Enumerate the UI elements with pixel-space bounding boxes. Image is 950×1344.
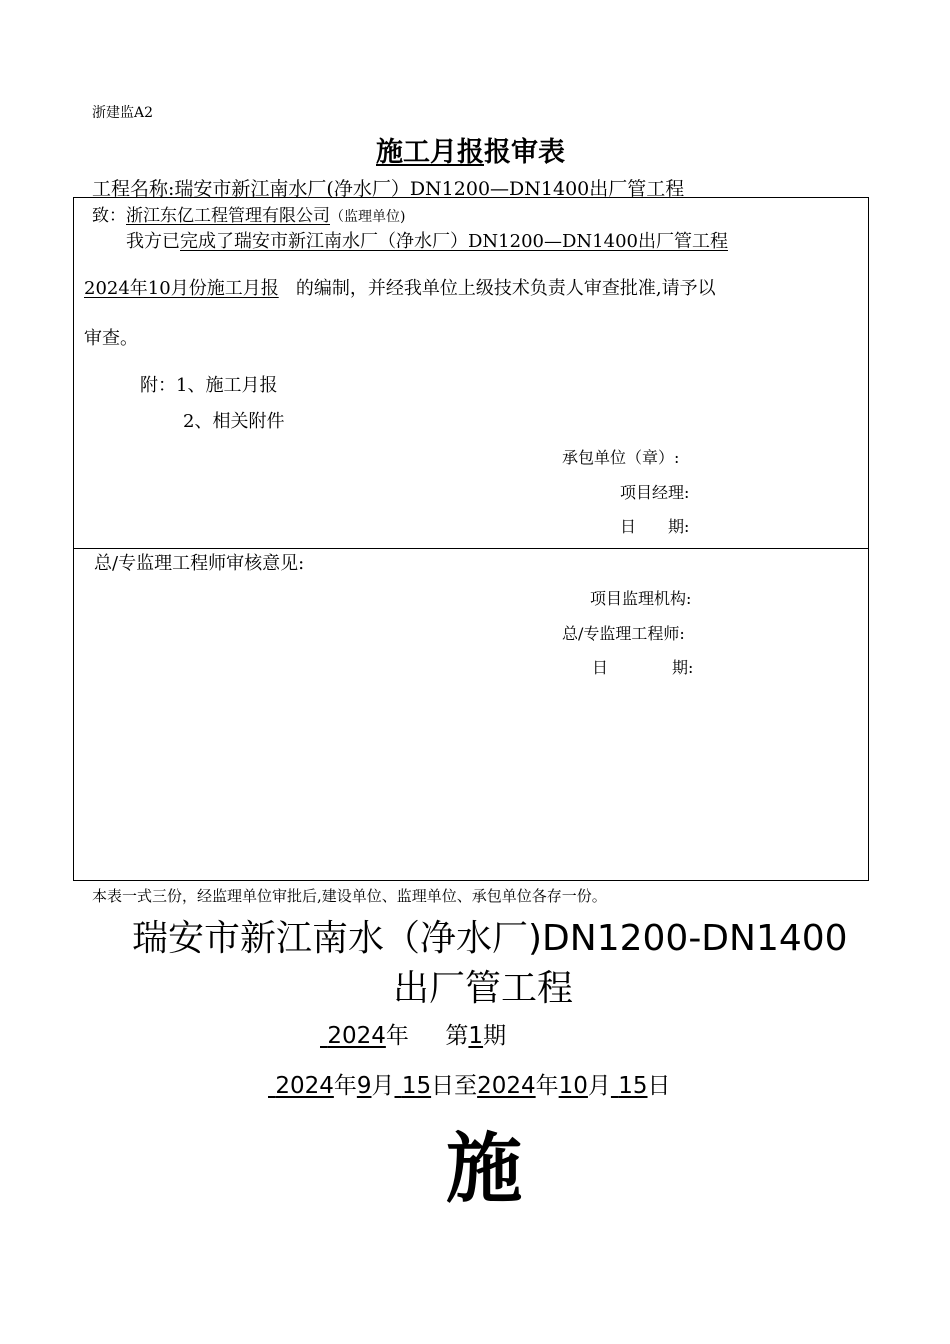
to-label: 致： bbox=[92, 206, 126, 226]
statement-rest: 的编制，并经我单位上级技术负责人审查批准,请予以 bbox=[295, 278, 716, 299]
start-year: 2024 bbox=[275, 1073, 334, 1099]
review-opinion-label: 总/专监理工程师审核意见: bbox=[94, 553, 305, 574]
project-manager-label: 项目经理: bbox=[620, 483, 690, 502]
supervisor-note: （监理单位) bbox=[330, 209, 406, 225]
to-word: 日至 bbox=[431, 1073, 478, 1099]
issue-year-suffix: 年 bbox=[385, 1023, 409, 1049]
year-char: 年 bbox=[535, 1073, 559, 1099]
attachment-1: 附：1、施工月报 bbox=[140, 375, 278, 396]
cover-big-character: 施 bbox=[446, 1124, 522, 1213]
end-day: 15 bbox=[618, 1073, 648, 1099]
cover-title-line-2: 出厂管工程 bbox=[393, 968, 574, 1009]
title-rest: 报审表 bbox=[484, 137, 565, 168]
project-name: 瑞安市新江南水厂(净水厂）DN1200—DN1400出厂管工程 bbox=[174, 178, 685, 200]
project-label: 工程名称: bbox=[92, 178, 175, 200]
issue-prefix: 第 bbox=[445, 1023, 469, 1049]
period-line bbox=[268, 1067, 671, 1100]
title-underlined: 施工月报 bbox=[376, 137, 484, 168]
issue-suffix: 期 bbox=[483, 1023, 507, 1049]
form-code: 浙建监A2 bbox=[92, 105, 154, 121]
statement-prefix: 我方已 bbox=[126, 231, 180, 252]
cover-title-line-1: 瑞安市新江南水（净水厂)DN1200-DN1400 bbox=[132, 918, 848, 959]
supervisor-company: 浙江东亿工程管理有限公司 bbox=[126, 206, 330, 226]
report-period: 2024年10月份施工月报 bbox=[84, 278, 279, 299]
statement-project: 完成了瑞安市新江南水厂（净水厂）DN1200—DN1400出厂管工程 bbox=[180, 231, 728, 252]
month-char: 月 bbox=[371, 1073, 395, 1099]
year-char: 年 bbox=[333, 1073, 357, 1099]
statement-line-1 bbox=[126, 227, 728, 253]
upper-date-label: 日 期: bbox=[620, 517, 690, 536]
end-year: 2024 bbox=[477, 1073, 536, 1099]
contractor-label: 承包单位（章）: bbox=[562, 448, 680, 467]
day-char: 日 bbox=[647, 1073, 671, 1099]
attachment-2: 2、相关附件 bbox=[183, 411, 285, 432]
statement-line-2 bbox=[84, 274, 716, 300]
chief-engineer-label: 总/专监理工程师: bbox=[562, 624, 685, 643]
issue-number: 1 bbox=[468, 1023, 484, 1049]
footnote: 本表一式三份，经监理单位审批后,建设单位、监理单位、承包单位各存一份。 bbox=[92, 887, 607, 905]
start-month: 9 bbox=[356, 1073, 372, 1099]
page-title bbox=[376, 130, 565, 169]
statement-line-3: 审查。 bbox=[84, 328, 138, 349]
end-month: 10 bbox=[558, 1073, 588, 1099]
issue-line bbox=[320, 1017, 506, 1050]
lower-date-label: 日 期: bbox=[592, 658, 694, 677]
month-char: 月 bbox=[587, 1073, 611, 1099]
start-day: 15 bbox=[401, 1073, 432, 1099]
supervision-org-label: 项目监理机构: bbox=[590, 589, 692, 608]
issue-year: 2024 bbox=[327, 1023, 386, 1049]
addressee-line bbox=[92, 201, 405, 226]
